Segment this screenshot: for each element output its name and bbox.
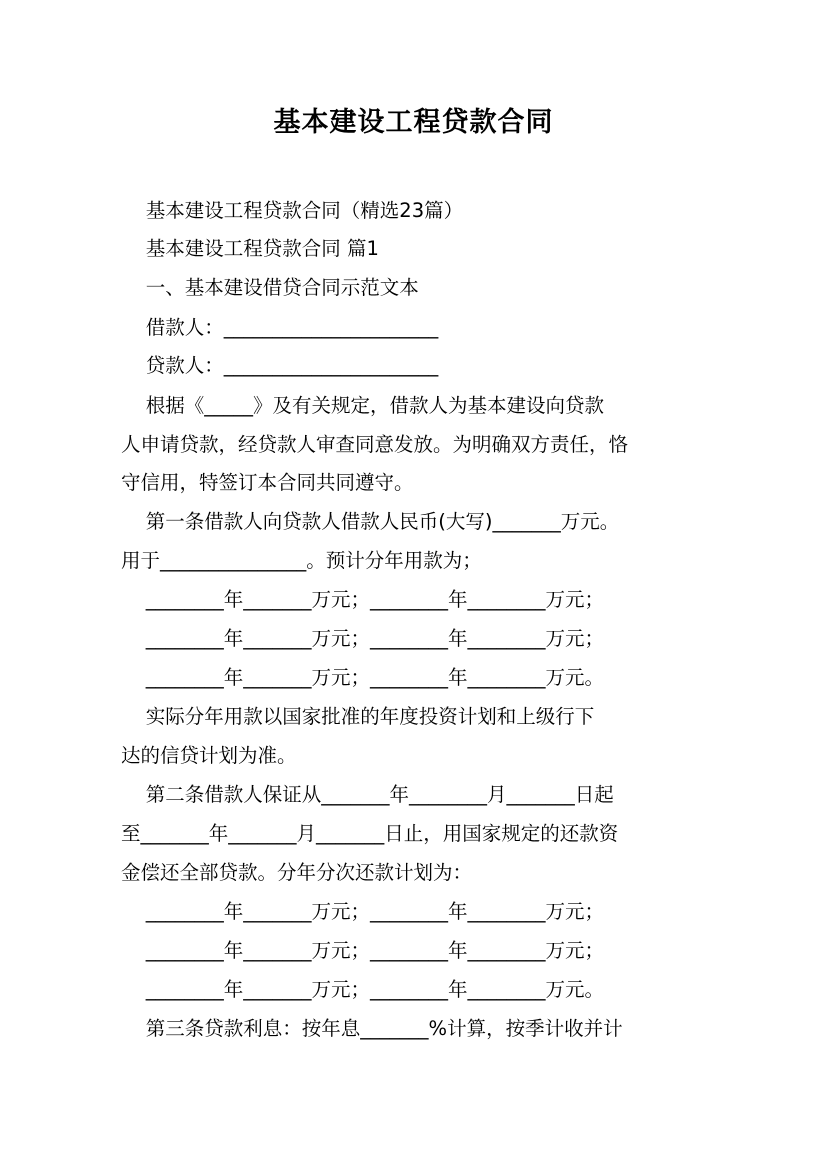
document-line: 一、基本建设借贷合同示范文本 xyxy=(121,276,419,299)
document-line: ________年_______万元；________年________万元； xyxy=(121,588,605,611)
document-line: 基本建设工程贷款合同（精选23篇） xyxy=(121,199,464,222)
document-line: 第二条借款人保证从_______年________月_______日起 xyxy=(121,783,614,806)
document-line: 第三条贷款利息：按年息_______%计算，按季计收并计 xyxy=(121,1017,623,1040)
document-line: ________年_______万元；________年________万元。 xyxy=(121,666,605,689)
document-line: 守信用，特签订本合同共同遵守。 xyxy=(121,471,414,494)
document-line: ________年_______万元；________年________万元； xyxy=(121,900,605,923)
document-line: 根据《_____》及有关规定，借款人为基本建设向贷款 xyxy=(121,394,605,417)
document-line: 人申请贷款，经贷款人审查同意发放。为明确双方责任，恪 xyxy=(121,433,629,456)
document-line: 基本建设工程贷款合同 篇1 xyxy=(121,237,379,260)
document-line: 借款人：______________________ xyxy=(121,316,439,339)
document-line: 达的信贷计划为准。 xyxy=(121,744,297,767)
document-title: 基本建设工程贷款合同 xyxy=(273,107,554,138)
document-line: 金偿还全部贷款。分年分次还款计划为： xyxy=(121,861,473,884)
document-line: ________年_______万元；________年________万元； xyxy=(121,939,605,962)
document-line: 用于_______________。预计分年用款为； xyxy=(121,549,482,572)
document-line: 实际分年用款以国家批准的年度投资计划和上级行下 xyxy=(121,705,595,728)
document-line: 至_______年_______月_______日止，用国家规定的还款资 xyxy=(121,822,619,845)
document-line: ________年_______万元；________年________万元； xyxy=(121,627,605,650)
document-line: 贷款人：______________________ xyxy=(121,354,439,377)
document-line: ________年_______万元；________年________万元。 xyxy=(121,978,605,1001)
document-line: 第一条借款人向贷款人借款人民币(大写)_______万元。 xyxy=(121,510,620,533)
